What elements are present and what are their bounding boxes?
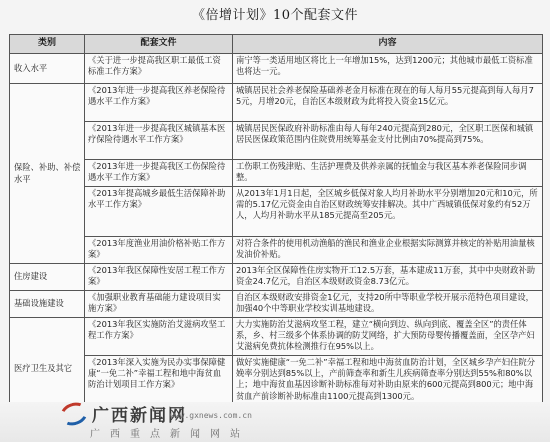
- category-cell: 医疗卫生及其它: [10, 318, 85, 420]
- document-cell: 《2013年提高城乡最低生活保障补助水平工作方案》: [85, 187, 233, 237]
- content-cell: 工伤职工伤残津贴、生活护理费及供养亲属的抚恤金与我区基本养老保险同步调整。: [233, 160, 543, 187]
- document-cell: 《加强职业教育基础能力建设项目实施方案》: [85, 291, 233, 318]
- category-cell: 住房建设: [10, 264, 85, 291]
- table-row: [10, 84, 543, 122]
- table-row: [10, 318, 543, 356]
- table-row: [10, 187, 543, 237]
- table-row: [10, 54, 543, 84]
- header-document: 配套文件: [85, 35, 233, 54]
- policy-table: [9, 34, 543, 420]
- document-cell: 《2013年进一步提高我区工伤保险待遇水平工作方案》: [85, 160, 233, 187]
- table-row: [10, 237, 543, 264]
- content-cell: 大力实施防治艾滋病攻坚工程，建立“横向到边、纵向到底、覆盖全区”的责任体系，乡、村三级多个体系协调的防艾网络，扩大预防母婴传播覆盖面，全区孕产妇艾滋病免费抗体检测推行在95%以上。: [233, 318, 543, 356]
- site-slogan: 广西重点新闻网站: [90, 429, 250, 440]
- logo-text: 广西新闻网: [92, 406, 187, 426]
- content-cell: 从2013年1月1日起，全区城乡低保对象人均月补助水平分别增加20元和10元，所需的5.17亿元资金由自治区财政统筹安排解决。其中广西城镇低保对象约有52万人，人均月补助水平从185元提高至205元。: [233, 187, 543, 237]
- table-row: [10, 264, 543, 291]
- category-cell: 收入水平: [10, 54, 85, 84]
- logo-swirl-icon: [57, 398, 91, 428]
- document-cell: 《关于进一步提高我区职工最低工资标准工作方案》: [85, 54, 233, 84]
- content-cell: 2013年全区保障性住房实物开工12.5万套，基本建成11万套，其中中央财政补助资金24.7亿元，自治区本级财政资金8.73亿元。: [233, 264, 543, 291]
- site-url: www.gxnews.com.cn: [170, 411, 252, 420]
- category-cell: 基础设施建设: [10, 291, 85, 318]
- header-category: 类别: [10, 35, 85, 54]
- site-logo: [60, 401, 187, 426]
- table-row: [10, 122, 543, 160]
- content-cell: 城镇居民医保政府补助标准由每人每年240元提高到280元，全区职工医保和城镇居民医保政策范围内住院费用统筹基金支付比例由70%提高到75%。: [233, 122, 543, 160]
- document-cell: 《2013年进一步提高我区城镇基本医疗保险待遇水平工作方案》: [85, 122, 233, 160]
- document-cell: 《2013年我区保障性安居工程工作方案》: [85, 264, 233, 291]
- table-row: [10, 160, 543, 187]
- table-row: [10, 291, 543, 318]
- table-header-row: [10, 35, 543, 54]
- document-cell: 《2013年我区实施防治艾滋病攻坚工程工作方案》: [85, 318, 233, 356]
- document-cell: 《2013年进一步提高我区养老保险待遇水平工作方案》: [85, 84, 233, 122]
- content-cell: 对符合条件的使用机动渔船的渔民和渔业企业根据实际测算并核定的补贴用油量核发油价补贴。: [233, 237, 543, 264]
- content-cell: 自治区本级财政安排资金1亿元，支持20所中等职业学校开展示范特色项目建设，加强40个中等职业学校实训基地建设。: [233, 291, 543, 318]
- category-cell: 保险、补助、补偿水平: [10, 84, 85, 264]
- content-cell: 城镇居民社会养老保险基础养老金月标准在现在的每人每月55元提高到每人每月75元，月增20元，自治区本级财政为此将投入资金15亿元。: [233, 84, 543, 122]
- document-cell: 《2013年度渔业用油价格补贴工作方案》: [85, 237, 233, 264]
- page-title: 《倍增计划》10个配套文件: [191, 8, 359, 23]
- header-content: 内容: [233, 35, 543, 54]
- document-cell: 《2013年深入实施为民办实事保障健康“一免二补”幸福工程和地中海贫血防治计划项目工作方案》: [85, 356, 233, 420]
- content-cell: 做好实施健康“一免二补”幸福工程和地中海贫血防治计划，全区城乡孕产妇住院分娩率分别达到85%以上，产前筛查率和新生儿疾病筛查率分别达到55%和80%以上；地中海贫血基因诊断补助标准每对补助由原来的600元提高到800元；地中海贫血产前诊断补助标准由1100元提高到1300元。: [233, 356, 543, 420]
- content-cell: 南宁等一类适用地区将比上一年增加15%，达到1200元；其他城市最低工资标准也将达一元。: [233, 54, 543, 84]
